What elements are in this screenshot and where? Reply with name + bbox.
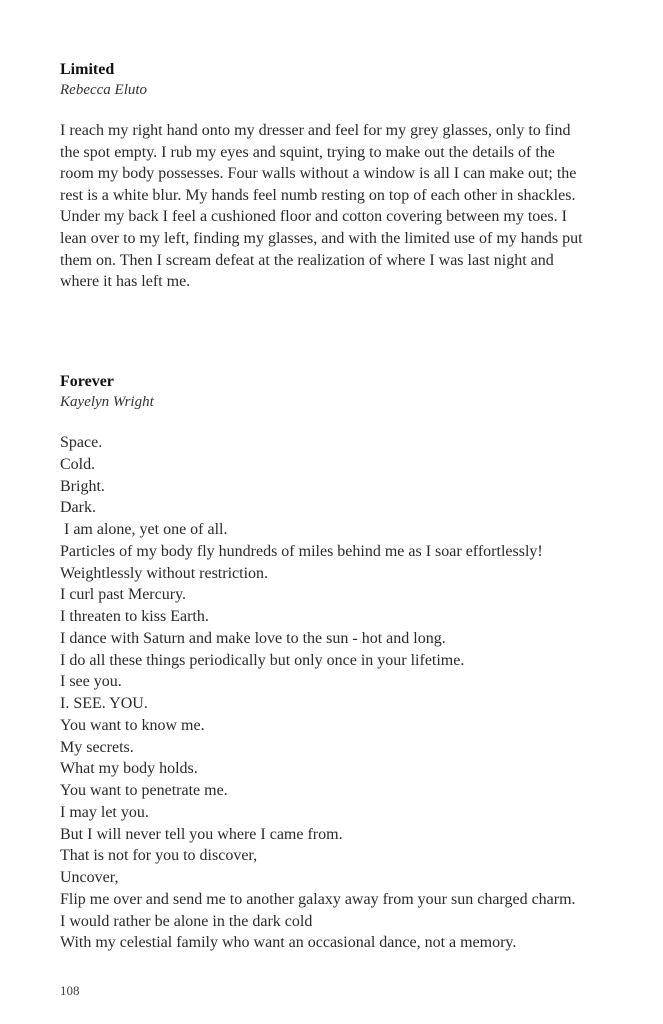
poem-line: Bright. (60, 477, 105, 495)
poem-line: Flip me over and send me to another galaxy away from your sun charged charm. (60, 890, 576, 908)
prose-paragraph (60, 120, 608, 293)
poem-line: Space. (60, 434, 103, 451)
poem-line: I threaten to kiss Earth. (60, 608, 209, 625)
prose-line: room my body possesses. Four walls without a window is all I can make out; the (60, 165, 577, 183)
poem-line: I do all these things periodically but only once in your lifetime. (60, 651, 465, 669)
poem-line: I would rather be alone in the dark cold (60, 912, 313, 930)
poem-line: Dark. (60, 499, 96, 517)
page-number: 108 (60, 983, 80, 998)
poem-line: Cold. (60, 455, 96, 473)
poem-line: But I will never tell you where I came from. (60, 825, 343, 843)
piece-author: Kayelyn Wright (60, 394, 154, 410)
prose-line: the spot empty. I rub my eyes and squint, trying to make out the details of the (60, 143, 555, 161)
poem-line: I dance with Saturn and make love to the sun - hot and long. (60, 629, 446, 647)
poem-line: I am alone, yet one of all. (60, 521, 228, 538)
piece-title: Limited (60, 61, 115, 78)
poem-line: I may let you. (60, 803, 149, 821)
prose-line: lean over to my left, finding my glasses, and with the limited use of my hands put (60, 229, 583, 247)
poem-line: I see you. (60, 673, 122, 691)
poem-line: That is not for you to discover, (60, 847, 258, 865)
prose-line: them on. Then I scream defeat at the realization of where I was last night and (60, 251, 554, 269)
poem-line: I. SEE. YOU. (60, 695, 148, 712)
poem-line: With my celestial family who want an occasional dance, not a memory. (60, 934, 517, 952)
piece-author: Rebecca Eluto (60, 82, 148, 98)
poem-line: Particles of my body fly hundreds of miles behind me as I soar effortlessly! (60, 542, 543, 560)
poem-body (60, 432, 620, 954)
poem-line: You want to know me. (60, 716, 205, 734)
poem-line: I curl past Mercury. (60, 586, 187, 604)
prose-line: Under my back I feel a cushioned floor and cotton covering between my toes. I (60, 208, 567, 226)
poem-line: You want to penetrate me. (60, 782, 228, 799)
piece-title: Forever (60, 373, 114, 390)
poem-line: Uncover, (60, 869, 119, 886)
poem-line: What my body holds. (60, 760, 198, 778)
poem-line: My secrets. (60, 738, 134, 756)
prose-line: rest is a white blur. My hands feel numb resting on top of each other in shackles. (60, 186, 576, 204)
poem-line: Weightlessly without restriction. (60, 564, 269, 582)
prose-line: where it has left me. (60, 273, 191, 291)
prose-line: I reach my right hand onto my dresser and feel for my grey glasses, only to find (60, 122, 571, 139)
